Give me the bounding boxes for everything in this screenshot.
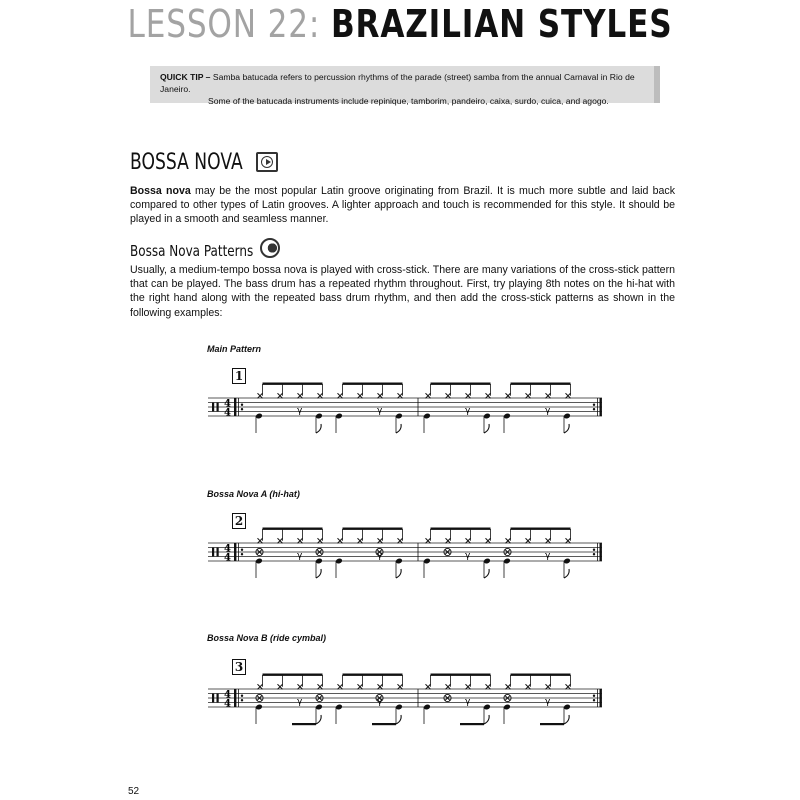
note-flag [564, 569, 569, 578]
quick-tip-label: QUICK TIP – [160, 72, 211, 82]
beam [343, 528, 403, 530]
repeat-dot [593, 549, 595, 551]
note-flag [316, 424, 321, 433]
example-2-staff [200, 523, 610, 593]
title-main: BRAZILIAN STYLES [330, 2, 673, 46]
beam [511, 674, 571, 676]
repeat-end-bar [600, 398, 602, 416]
beam [511, 528, 571, 530]
repeat-dot [241, 695, 243, 697]
intro-bold: Bossa nova [130, 185, 191, 197]
time-signature-bottom: 4 [224, 552, 231, 564]
repeat-start-bar [234, 689, 236, 707]
percussion-clef [217, 403, 219, 412]
repeat-end-bar [600, 543, 602, 561]
time-signature-top: 4 [224, 398, 231, 410]
example-3-number: 3 [232, 659, 246, 675]
repeat-dot [241, 404, 243, 406]
beam [431, 383, 491, 385]
repeat-dot [593, 408, 595, 410]
beam [540, 723, 564, 725]
beam [263, 674, 323, 676]
example-1-number: 1 [232, 368, 246, 384]
repeat-dot [241, 699, 243, 701]
quick-tip-box [150, 66, 660, 106]
example-1-staff [200, 378, 610, 448]
page-title [72, 2, 728, 46]
eighth-rest: γ [297, 406, 303, 416]
title-prefix: LESSON 22: [127, 2, 331, 46]
note-flag [396, 715, 401, 724]
subheading: Bossa Nova Patterns [130, 242, 254, 260]
note-flag [396, 424, 401, 433]
example-1-label: Main Pattern [207, 344, 262, 354]
eighth-rest: γ [297, 551, 303, 561]
time-signature-bottom: 4 [224, 698, 231, 710]
time-signature-top: 4 [224, 689, 231, 701]
note-flag [484, 424, 489, 433]
note-flag [564, 715, 569, 724]
section-heading: BOSSA NOVA [130, 150, 243, 175]
eighth-rest: γ [465, 406, 471, 416]
beam [431, 674, 491, 676]
eighth-rest: γ [465, 551, 471, 561]
example-3-staff [200, 669, 610, 739]
example-3-label: Bossa Nova B (ride cymbal) [207, 633, 327, 643]
beam [460, 723, 484, 725]
percussion-clef [212, 403, 214, 412]
quick-tip-line1: Samba batucada refers to percussion rhythms of the parade (street) samba from the annual Carnaval in Rio de Janeiro. [160, 72, 635, 94]
repeat-dot [593, 699, 595, 701]
repeat-dot [593, 553, 595, 555]
note-flag [316, 715, 321, 724]
eighth-rest: γ [545, 406, 551, 416]
repeat-end-bar [600, 689, 602, 707]
patterns-paragraph: Usually, a medium-tempo bossa nova is played with cross-stick. There are many variations of the cross-stick pattern that can be played. The bass drum has a repeated rhythm throughout. First, try playing 8th notes on the hi-hat with the right hand along with the repeated bass drum rhythm, and then add the cross-stick patterns as shown in the following examples: [130, 264, 675, 319]
beam [263, 383, 323, 385]
example-2-label: Bossa Nova A (hi-hat) [207, 489, 300, 499]
eighth-rest: γ [545, 697, 551, 707]
eighth-rest: γ [377, 406, 383, 416]
audio-icon[interactable] [260, 238, 280, 258]
eighth-rest: γ [377, 551, 383, 561]
eighth-rest: γ [377, 697, 383, 707]
beam [511, 383, 571, 385]
intro-paragraph [130, 184, 675, 227]
repeat-dot [241, 408, 243, 410]
beam [263, 528, 323, 530]
time-signature-top: 4 [224, 543, 231, 555]
note-flag [564, 424, 569, 433]
eighth-rest: γ [465, 697, 471, 707]
repeat-dot [241, 549, 243, 551]
example-2-number: 2 [232, 513, 246, 529]
beam [292, 723, 316, 725]
eighth-rest: γ [297, 697, 303, 707]
percussion-clef [212, 694, 214, 703]
percussion-clef [217, 548, 219, 557]
beam [431, 528, 491, 530]
repeat-start-bar [234, 398, 236, 416]
note-flag [316, 569, 321, 578]
quick-tip-line2: Some of the batucada instruments include repinique, tamborim, pandeiro, caixa, surdo, cuica, and agogo. [208, 96, 609, 106]
note-flag [484, 569, 489, 578]
note-flag [484, 715, 489, 724]
video-icon[interactable] [256, 152, 278, 172]
percussion-clef [217, 694, 219, 703]
note-flag [396, 569, 401, 578]
intro-rest: may be the most popular Latin groove originating from Brazil. It is much more subtle and laid back compared to other types of Latin grooves. A lighter approach and touch is recommended for this style. It should be played in a smooth and seamless manner. [130, 185, 676, 226]
eighth-rest: γ [545, 551, 551, 561]
repeat-dot [241, 553, 243, 555]
repeat-start-bar [234, 543, 236, 561]
time-signature-bottom: 4 [224, 407, 231, 419]
beam [372, 723, 396, 725]
page-number: 52 [128, 786, 140, 797]
beam [343, 674, 403, 676]
repeat-dot [593, 695, 595, 697]
percussion-clef [212, 548, 214, 557]
beam [343, 383, 403, 385]
repeat-dot [593, 404, 595, 406]
